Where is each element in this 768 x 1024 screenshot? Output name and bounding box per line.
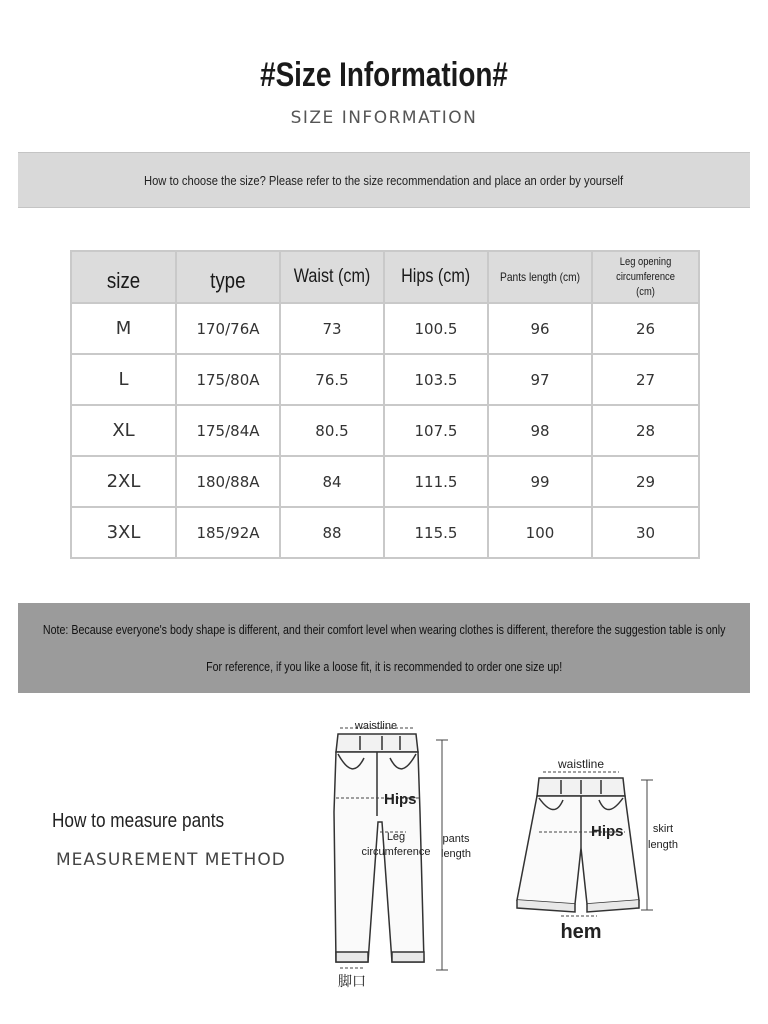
cell-waist: 76.5	[280, 354, 384, 405]
shorts-length-label-1: skirt	[652, 823, 674, 835]
pants-waistline-label: waistline	[354, 720, 398, 732]
pants-hem-label: 脚口	[338, 973, 366, 989]
shorts-length-label-2: length	[648, 839, 678, 851]
cell-waist: 73	[280, 303, 384, 354]
pants-measure-diagram	[320, 712, 480, 992]
cell-pants-length: 98	[488, 405, 592, 456]
size-table	[70, 250, 700, 559]
measure-title: How to measure pants	[52, 810, 225, 832]
table-row	[71, 303, 699, 354]
shorts-measure-diagram	[505, 752, 685, 952]
header-size: size	[71, 251, 176, 303]
cell-leg-opening: 28	[592, 405, 699, 456]
cell-waist: 84	[280, 456, 384, 507]
cell-hips: 115.5	[384, 507, 488, 558]
header-leg-opening-line2: circumference	[616, 270, 675, 283]
cell-type: 180/88A	[176, 456, 280, 507]
cell-type: 175/84A	[176, 405, 280, 456]
pants-length-label-2: length	[441, 848, 471, 860]
cell-size: M	[71, 303, 176, 354]
shorts-waistline-label: waistline	[557, 757, 605, 771]
header-hips: Hips (cm)	[384, 251, 488, 303]
table-row	[71, 507, 699, 558]
page-title: #Size Information#	[260, 56, 508, 94]
pants-length-label-1: pants	[442, 833, 470, 845]
cell-leg-opening: 30	[592, 507, 699, 558]
header-pants-length: Pants length (cm)	[488, 251, 592, 303]
cell-size: 3XL	[71, 507, 176, 558]
shorts-illustration	[517, 778, 639, 912]
cell-size: L	[71, 354, 176, 405]
cell-type: 170/76A	[176, 303, 280, 354]
cell-size: 2XL	[71, 456, 176, 507]
cell-hips: 103.5	[384, 354, 488, 405]
shorts-hips-label: Hips	[591, 823, 624, 840]
table-header-row	[71, 251, 699, 303]
size-guide-banner	[18, 152, 750, 208]
header-type: type	[176, 251, 280, 303]
header-waist: Waist (cm)	[280, 251, 384, 303]
size-guide-text: How to choose the size? Please refer to the size recommendation and place an order by yourself	[144, 172, 624, 188]
cell-pants-length: 96	[488, 303, 592, 354]
header-leg-opening	[592, 251, 699, 303]
note-line-2: For reference, if you like a loose fit, it is recommended to order one size up!	[205, 659, 563, 674]
cell-waist: 88	[280, 507, 384, 558]
cell-type: 185/92A	[176, 507, 280, 558]
cell-leg-opening: 29	[592, 456, 699, 507]
measure-subtitle: MEASUREMENT METHOD	[56, 850, 286, 870]
cell-leg-opening: 26	[592, 303, 699, 354]
cell-pants-length: 100	[488, 507, 592, 558]
pants-leg-label-2: circumference	[361, 846, 431, 858]
cell-hips: 107.5	[384, 405, 488, 456]
cell-pants-length: 97	[488, 354, 592, 405]
pants-leg-label-1: Leg	[386, 831, 406, 843]
cell-size: XL	[71, 405, 176, 456]
header-leg-opening-line1: Leg opening	[619, 255, 672, 268]
pants-hips-label: Hips	[384, 791, 417, 808]
cell-hips: 100.5	[384, 303, 488, 354]
note-line-1: Note: Because everyone's body shape is different, and their comfort level when wearing clothes is different, therefore the suggestion table is only	[42, 622, 726, 637]
cell-pants-length: 99	[488, 456, 592, 507]
cell-type: 175/80A	[176, 354, 280, 405]
table-row	[71, 456, 699, 507]
cell-waist: 80.5	[280, 405, 384, 456]
cell-hips: 111.5	[384, 456, 488, 507]
note-banner	[18, 603, 750, 693]
header-leg-opening-line3: (cm)	[636, 285, 655, 298]
table-row	[71, 354, 699, 405]
shorts-hem-label: hem	[560, 921, 602, 943]
table-row	[71, 405, 699, 456]
cell-leg-opening: 27	[592, 354, 699, 405]
page-subtitle: SIZE INFORMATION	[290, 108, 478, 128]
